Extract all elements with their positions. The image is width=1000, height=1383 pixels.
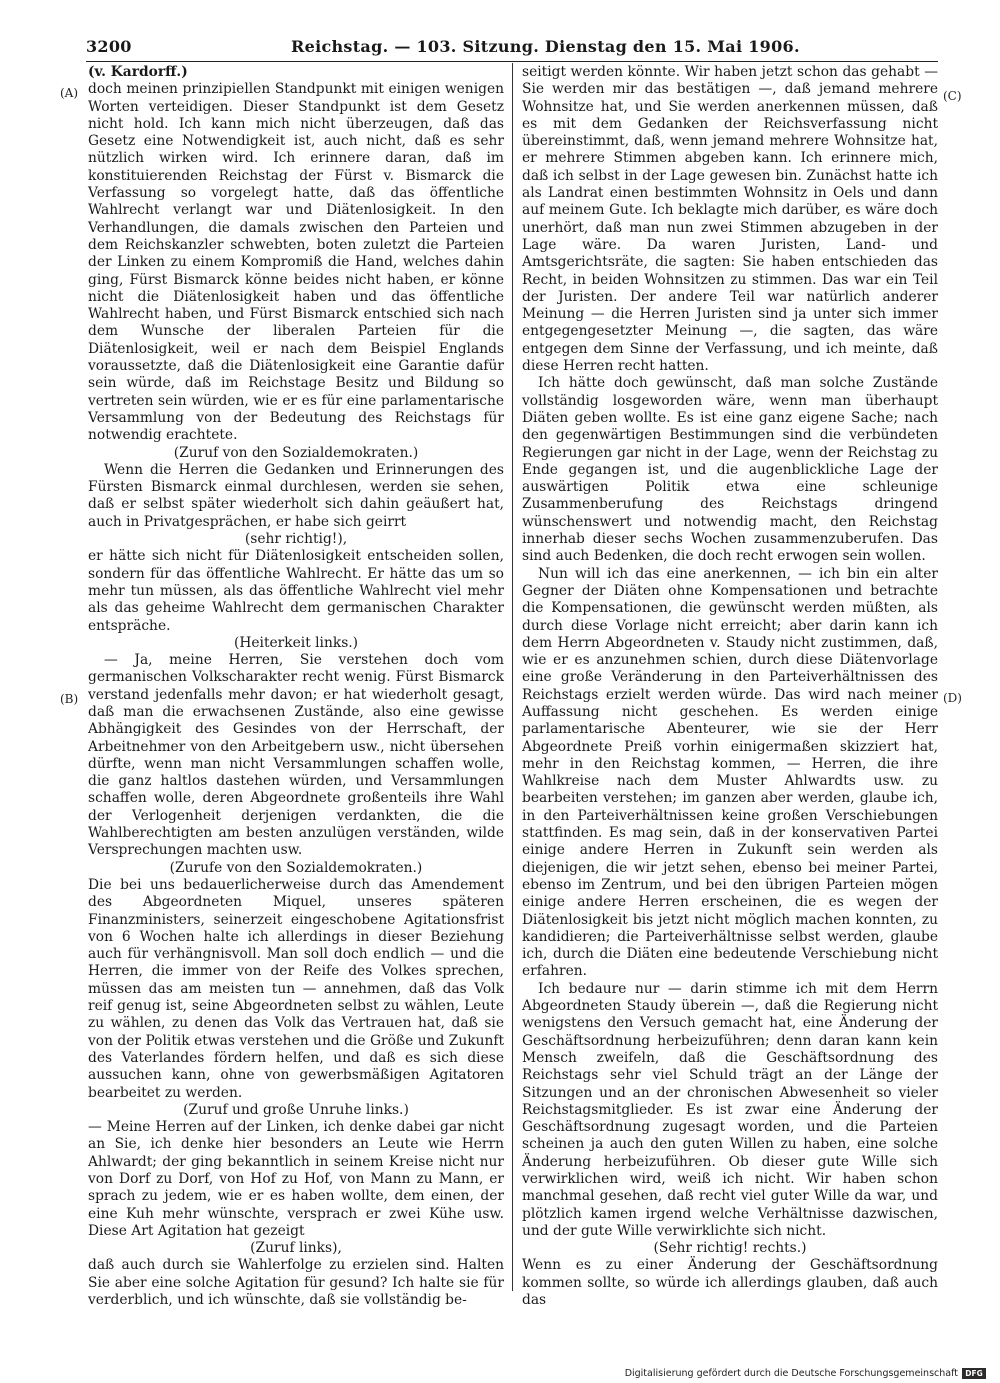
interjection: (Sehr richtig! rechts.): [653, 1240, 807, 1257]
paragraph: seitigt werden könnte. Wir haben jetzt schon das gehabt — Sie werden mir das bestätigen —, daß jemand mehrere Wohnsitze hat, und Sie werden anerkennen müssen, daß es mit dem Gedanken der Reichsverfassung nicht übereinstimmt, daß, wenn jemand mehrere Wohnsitze hat, er mehrere Stimmen abgeben kann. Ich erinnere mich, daß ich selbst in der Lage gewesen bin. Zunächst hatte ich als Landrat einen bestimmten Wohnsitz in Oels und dann auf meinem Gute. Ich beklagte mich darüber, es wäre doch unerhört, daß man nun zwei Stimmen abzugeben in der Lage wäre. Da waren Juristen, Land- und Amtsgerichtsräte, die sagten: Sie haben entschieden das Recht, in beiden Wohnsitzen zu stimmen. Das war ein Teil der Juristen. Der andere Teil war natürlich anderer Meinung — die Herren Juristen sind ja unter sich immer entgegengesetzter Meinung —, die sagten, das wäre entgegen dem Sinne der Verfassung, und ich meinte, daß diese Herren recht hatten.: [522, 64, 938, 375]
funding-credit: Digitalisierung gefördert durch die Deutsche Forschungsgemeinschaft: [624, 1368, 958, 1379]
interjection: (sehr richtig!),: [244, 531, 348, 548]
left-column-body: [88, 81, 504, 1309]
digitization-footer: [625, 1368, 986, 1379]
header-rule: [86, 61, 938, 62]
paragraph: — Meine Herren auf der Linken, ich denke dabei gar nicht an Sie, ich denke hier besonders an Leute wie Herrn Ahlwardt; der ging bekanntlich in seinem Kreise nicht nur von Dorf zu Dorf, von Hof zu Hof, von Mann zu Mann, er sprach zu jedem, wie er es haben wollte, dem einen, der eine Kuh mehr wünschte, versprach er zwei Kühe usw. Diese Art Agitation hat gezeigt: [88, 1119, 504, 1239]
paragraph: er hätte sich nicht für Diätenlosigkeit entscheiden sollen, sondern für das öffentliche Wahlrecht. Er hätte das um so mehr tun müssen, als das öffentliche Wahlrecht viel mehr als das geheime Wahlrecht dem germanischen Charakter entspräche.: [88, 548, 504, 634]
dfg-logo: DFG: [962, 1368, 986, 1379]
paragraph: Ich hätte doch gewünscht, daß man solche Zustände vollständig losgeworden wäre, wenn man überhaupt Diäten geben wollte. Es ist eine ganz eigene Sache; nach den gegenwärtigen Bestimmungen sind die verbündeten Regierungen gar nicht in der Lage, wenn der Reichstag zu Ende gegangen ist, und die augenblickliche Lage der auswärtigen Politik etwa eine schleunige Zusammenberufung des Reichstags dringend wünschenswert und notwendig macht, den Reichstag innerhab dieser sechs Wochen zusammenzuberufen. Das sind auch Bedenken, die doch recht erwogen sein wollen.: [522, 375, 938, 565]
right-column: [522, 64, 938, 1309]
paragraph: — Ja, meine Herren, Sie verstehen doch vom germanischen Volkscharakter recht wenig. Fürst Bismarck verstand jedenfalls mehr davon; er hat wiederholt gesagt, daß man die erwachsenen Zustände, also eine gewisse Abhängigkeit des Gesindes von der Herrschaft, der Arbeitnehmer von den Arbeitgebern usw., nicht übersehen dürfte, wenn man nicht Versammlungen schaffen wolle, die ganz haltlos dastehen würden, und Versammlungen schaffen wolle, deren Abgeordnete großenteils ihre Wahl der Verlogenheit derjenigen verdankten, die die Wahlberechtigten am besten anzulügen verständen, wilde Versprechungen machten usw.: [88, 652, 504, 859]
interjection: (Zuruf und große Unruhe links.): [183, 1101, 409, 1118]
page-header: [86, 37, 938, 59]
margin-marker-a: (A): [60, 86, 79, 100]
speaker-name: (v. Kardorff.): [88, 64, 188, 80]
left-column: [88, 64, 504, 1309]
margin-marker-b: (B): [60, 692, 79, 706]
interjection: (Zuruf von den Sozialdemokraten.): [173, 444, 419, 461]
column-divider: [512, 63, 513, 1291]
interjection: (Zurufe von den Sozialdemokraten.): [169, 859, 423, 876]
paragraph: Wenn die Herren die Gedanken und Erinnerungen des Fürsten Bismarck einmal durchlesen, werden sie sehen, daß er selbst später wiederholt sich dahin geäußert hat, auch in Privatgesprächen, er habe sich geirrt: [88, 461, 504, 530]
margin-marker-c: (C): [943, 89, 962, 103]
margin-marker-d: (D): [943, 691, 962, 705]
running-title: Reichstag. — 103. Sitzung. Dienstag den 15. Mai 1906.: [291, 37, 800, 56]
paragraph: Nun will ich das eine anerkennen, — ich bin ein alter Gegner der Diäten ohne Kompensationen und betrachte die Kompensationen, die gewünscht werden müßten, als durch diese Vorlage nicht erreicht; aber darin kann ich dem Herrn Abgeordneten v. Staudy nicht zustimmen, daß, wie er es anzunehmen schien, durch diese Diätenvorlage eine große Veränderung in den Parteiverhältnissen des Reichstags erzielt werden würde. Das wird nach meiner Auffassung nicht geschehen. Es werden einige parlamentarische Abenteurer, wie sie der Herr Abgeordnete Preiß vorhin einigermaßen skizziert hat, mehr in den Reichstag kommen, — Herren, die ihre Wahlkreise nach dem Muster Ahlwardts usw. zu bearbeiten verstehen; im ganzen aber werden, glaube ich, in den Parteiverhältnissen keine großen Verschiebungen stattfinden. Es mag sein, daß in der konservativen Partei einige andere Herren in Zukunft sein werden als diejenigen, die wir jetzt sehen, ebenso bei meiner Partei, ebenso im Zentrum, und bei den übrigen Parteien mögen einige andere Herren erscheinen, die es wegen der Diätenlosigkeit bis jetzt nicht möglich machen konnten, zu kandidieren; die Parteiverhältnisse selbst werden, glaube ich, durch die Diäten eine bedeutende Verschiebung nicht erfahren.: [522, 565, 938, 980]
paragraph: daß auch durch sie Wahlerfolge zu erzielen sind. Halten Sie aber eine solche Agitation für gesund? Ich halte sie für verderblich, und ich wünschte, daß sie vollständig be-: [88, 1257, 504, 1309]
interjection: (Zuruf links),: [250, 1240, 342, 1257]
paragraph: doch meinen prinzipiellen Standpunkt mit einigen wenigen Worten verteidigen. Dieser Standpunkt ist dem Gesetz nicht hold. Ich kann mich nicht überzeugen, daß das Gesetz eine Notwendigkeit ist, auch nicht, daß es sehr nützlich wirken wird. Ich erinnere daran, daß im konstituierenden Reichstag der Fürst v. Bismarck die Verfassung so vorgelegt hatte, daß das öffentliche Wahlrecht verlangt war und Diätenlosigkeit. In den Verhandlungen, die damals zwischen den Parteien und dem Reichskanzler schwebten, boten zuletzt die Parteien der Linken zu einem Kompromiß die Hand, welches dahin ging, Fürst Bismarck könne beides nicht haben, er könne nicht die Diätenlosigkeit haben und das öffentliche Wahlrecht haben, und Fürst Bismarck entschied sich nach dem Wunsche der liberalen Parteien für die Diätenlosigkeit, weil er nach dem Beispiel Englands voraussetzte, daß die Diätenlosigkeit eine Garantie dafür sein würde, daß im Reichstage Besitz und Bildung so vertreten sein würden, wie er es für eine parlamentarische Versammlung von der Bedeutung des Reichstags für notwendig erachtete.: [88, 81, 504, 444]
paragraph: Die bei uns bedauerlicherweise durch das Amendement des Abgeordneten Miquel, unseres späteren Finanzministers, seinerzeit eingeschobene Agitationsfrist von 6 Wochen halte ich allerdings in dieser Beziehung auch für verhängnisvoll. Man soll doch endlich — und die Herren, die immer von der Reife des Volkes sprechen, müssen das am meisten tun — annehmen, daß das Volk reif genug ist, seine Abgeordneten selbst zu wählen, Leute zu wählen, zu denen das Volk das Vertrauen hat, daß sie von der Politik etwas verstehen und die Größe und Zukunft des Vaterlandes fördern helfen, und daß es sich diese aussuchen kann, ohne von gewerbsmäßigen Agitatoren bearbeitet zu werden.: [88, 876, 504, 1101]
page-number: 3200: [86, 37, 132, 56]
paragraph: Wenn es zu einer Änderung der Geschäftsordnung kommen sollte, so würde ich allerdings glauben, daß auch das: [522, 1257, 938, 1309]
paragraph: Ich bedaure nur — darin stimme ich mit dem Herrn Abgeordneten Staudy überein —, daß die Regierung nicht wenigstens den Versuch gemacht hat, eine Änderung der Geschäftsordnung herbeizuführen; denn daran kann kein Mensch zweifeln, daß die Geschäftsordnung des Reichstags sehr viel Schuld trägt an der Länge der Sitzungen und an der chronischen Abwesenheit so vieler Reichstagsmitglieder. Es ist zwar eine Änderung der Geschäftsordnung zugesagt worden, und die Parteien scheinen ja auch den guten Willen zu haben, eine solche Änderung herbeizuführen. Ob dieser gute Wille sich verwirklichen wird, weiß ich nicht. Wir haben schon manchmal gesehen, daß recht viel guter Wille da war, und plötzlich kamen irgend welche Verhältnisse dazwischen, und der gute Wille verwirklichte sich nicht.: [522, 980, 938, 1239]
interjection: (Heiterkeit links.): [233, 634, 359, 651]
